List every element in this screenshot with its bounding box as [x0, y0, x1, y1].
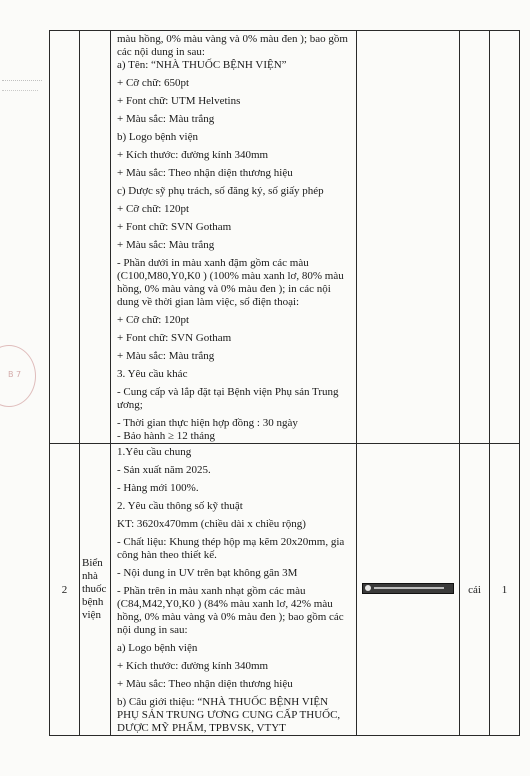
red-seal-stamp	[0, 345, 36, 407]
desc-line: + Màu sắc: Màu trắng	[117, 239, 215, 251]
logo-icon	[365, 585, 371, 591]
desc-line: + Màu sắc: Màu trắng	[117, 113, 215, 125]
desc-line: + Cỡ chữ: 120pt	[117, 203, 190, 215]
desc-line: + Màu sắc: Theo nhận diện thương hiệu	[117, 678, 293, 690]
cell-name	[80, 31, 111, 444]
desc-line: - Bảo hành ≥ 12 tháng	[117, 430, 215, 442]
desc-line: + Màu sắc: Màu trắng	[117, 350, 215, 362]
desc-line: - Nội dung in UV trên bạt không gân 3M	[117, 567, 298, 579]
signboard-thumbnail	[362, 583, 454, 594]
text-bar	[374, 587, 444, 589]
desc-line: - Cung cấp và lắp đặt tại Bệnh viện Phụ sản Trung ương;	[117, 386, 339, 411]
desc-line: a) Logo bệnh viện	[117, 642, 198, 654]
desc-line: + Font chữ: SVN Gotham	[117, 332, 232, 344]
desc-line: 1.Yêu cầu chung	[117, 446, 192, 458]
desc-line: + Cỡ chữ: 120pt	[117, 314, 190, 326]
desc-line: - Phần dưới in màu xanh đậm gồm các màu (C100,M80,Y0,K0 ) (100% màu xanh lơ, 80% màu hồng, 0% màu vàng và 0% màu đen ); in các nội dung về thời gian làm việc, số điện thoại:	[117, 257, 344, 308]
cell-unit	[460, 31, 490, 444]
desc-line: - Hàng mới 100%.	[117, 482, 199, 494]
stamp-letters: B 7	[8, 370, 22, 379]
cell-no	[50, 31, 80, 444]
scan-smudge	[2, 90, 38, 95]
desc-line: b) Câu giới thiệu: “NHÀ THUỐC BỆNH VIỆN PHỤ SẢN TRUNG ƯƠNG CUNG CẤP THUỐC, DƯỢC MỸ PHẨM, TPBVSK, VTYT	[117, 696, 341, 734]
desc-line: 2. Yêu cầu thông số kỹ thuật	[117, 500, 243, 512]
desc-line: + Font chữ: UTM Helvetins	[117, 95, 241, 107]
desc-line: + Cỡ chữ: 650pt	[117, 77, 190, 89]
desc-line: + Màu sắc: Theo nhận diện thương hiệu	[117, 167, 293, 179]
desc-line: b) Logo bệnh viện	[117, 131, 198, 143]
cell-name: Biển nhà thuốc bệnh viện	[80, 444, 111, 736]
desc-line: KT: 3620x470mm (chiều dài x chiều rộng)	[117, 518, 306, 530]
desc-line: - Phần trên in màu xanh nhạt gồm các màu (C84,M42,Y0,K0 ) (84% màu xanh lơ, 42% màu hồng, 0% màu vàng và 0% màu đen ); bao gồm các nội dung in sau:	[117, 585, 344, 636]
desc-line: + Kích thước: đường kính 340mm	[117, 149, 269, 161]
desc-line: a) Tên: “NHÀ THUỐC BỆNH VIỆN”	[117, 59, 287, 71]
cell-no: 2	[50, 444, 80, 736]
desc-line: - Chất liệu: Khung thép hộp mạ kẽm 20x20mm, gia công hàn theo thiết kế.	[117, 536, 345, 561]
table-row-continuation	[50, 31, 520, 444]
table-row-item-2	[50, 444, 520, 736]
desc-line: c) Dược sỹ phụ trách, số đăng ký, số giấy phép	[117, 185, 324, 197]
desc-line: - Sản xuất năm 2025.	[117, 464, 211, 476]
scan-smudge	[2, 80, 42, 85]
cell-qty	[490, 31, 520, 444]
desc-line: 3. Yêu cầu khác	[117, 368, 188, 380]
cell-description	[111, 444, 357, 736]
desc-line: màu hồng, 0% màu vàng và 0% màu đen ); bao gồm các nội dung in sau:	[117, 33, 348, 58]
spec-table	[49, 30, 520, 736]
desc-line: + Kích thước: đường kính 340mm	[117, 660, 269, 672]
cell-unit: cái	[460, 444, 490, 736]
cell-image	[357, 444, 460, 736]
cell-image	[357, 31, 460, 444]
desc-line: + Font chữ: SVN Gotham	[117, 221, 232, 233]
cell-qty: 1	[490, 444, 520, 736]
desc-line: - Thời gian thực hiện hợp đồng : 30 ngày	[117, 417, 298, 429]
cell-description	[111, 31, 357, 444]
